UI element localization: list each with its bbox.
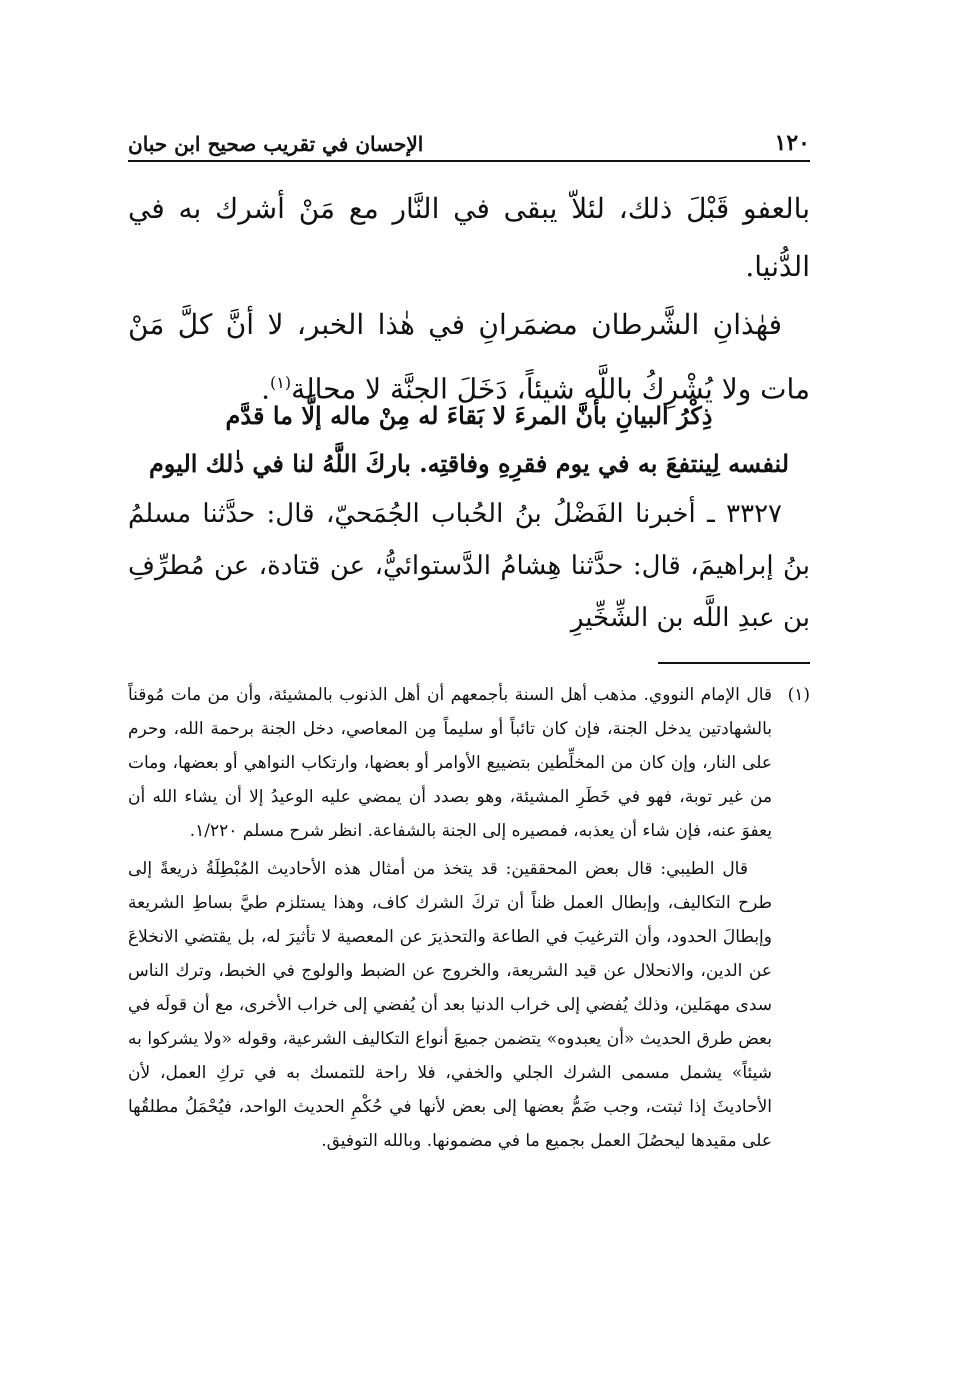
- header-rule: [128, 160, 810, 162]
- footnote-1-paragraph-1: قال الإمام النووي. مذهب أهل السنة بأجمعهم أن أهل الذنوب بالمشيئة، وأن من مات مُوقناً بالشهادتين يدخل الجنة، فإن كان تائباً أو سليماً مِن المعاصي، دخل الجنة برحمة الله، وحرم على النار، وإن كان من المخلِّطين بتضييع الأوامر أو بعضها، وارتكاب النواهي أو بعضها، ومات من غير توبة، فهو في خَطَرِ المشيئة، وهو بصدد أن يمضي عليه الوعيدُ إلا أن يشاء الله أن يعفوَ عنه، فإن شاء أن يعذبه، فمصيره إلى الجنة بالشفاعة. انظر شرح مسلم ١/٢٢٠.: [128, 685, 772, 841]
- main-line-1: بالعفو قَبْلَ ذلك، لئلاّ يبقى في النَّار مع مَنْ أشرك به في الدُّنيا.: [128, 192, 810, 283]
- footnote-reference: (١): [270, 373, 292, 392]
- page-header: [128, 118, 810, 156]
- main-text: [128, 180, 810, 418]
- section-heading-line-2: لنفسه لِينتفعَ به في يوم فقرِهِ وفاقتِه. باركَ اللَّهُ لنا في ذٰلك اليوم: [148, 449, 790, 478]
- running-title: الإحسان في تقريب صحيح ابن حبان: [128, 132, 424, 156]
- footnote-1-paragraph-2: قال الطيبي: قال بعض المحققين: قد يتخذ من أمثال هذه الأحاديث المُبْطِلَةُ ذريعةً إلى طرح التكاليف، وإبطال العمل ظناً أن تركَ الشرك كاف، وهذا يستلزم طيَّ بساطِ الشريعة وإبطالَ الحدود، وأن الترغيبَ في الطاعة والتحذيرَ عن المعصية لا تأثيرَ له، بل يقتضي الانخلاعَ عن الدين، والانحلال عن قيد الشريعة، والخروج عن الضبط والولوج في الخبط، وترك الناس سدى مهمَلين، وذلك يُفضي إلى خراب الدنيا بعد أن يُفضي إلى خراب الأخرى، مع أن قولَه في بعض طرق الحديث «أن يعبدوه» يتضمن جميعَ أنواع التكاليف الشرعية، وقوله «ولا يشركوا به شيئاً» يشمل مسمى الشرك الجلي والخفي، فلا راحة للتمسك به في تركِ العمل، لأن الأحاديثَ إذا ثبتت، وجب ضَمُّ بعضها إلى بعض لأنها في حُكْمِ الحديث الواحد، فيُحْمَلُ مطلقُها على مقيدها ليحصُلَ العمل بجميع ما في مضمونها. وبالله التوفيق.: [128, 859, 772, 1151]
- footnote-1: [128, 678, 810, 848]
- hadith-chain: ٣٣٢٧ ـ أخبرنا الفَضْلُ بنُ الحُباب الجُمَحيّ، قال: حدَّثنا مسلمُ بنُ إبراهيمَ، قال: حدَّثنا هِشامُ الدَّستوائيُّ، عن قتادة، عن مُطرِّفِ بن عبدِ اللَّه بن الشِّخِّيرِ: [128, 499, 810, 633]
- page-number: ١٢٠: [774, 130, 810, 156]
- footnote-marker: (١): [787, 685, 810, 705]
- main-paragraph-2-text: فهٰذانِ الشَّرطان مضمَرانِ في هٰذا الخبر، لا أنَّ كلَّ مَنْ مات ولا يُشْرِكُ باللَّه شيئاً، دَخَلَ الجنَّة لا محالة: [128, 308, 810, 406]
- footnote-rule: [658, 662, 810, 664]
- footnotes: [128, 678, 810, 1158]
- hadith-text: [128, 488, 810, 644]
- section-heading: [128, 392, 810, 488]
- section-heading-line-1: ذِكْرُ البيانِ بأنَّ المرءَ لا بَقاءَ له مِنْ ماله إلَّا ما قدَّم: [225, 401, 713, 430]
- main-paragraph-2-end: .: [261, 372, 271, 406]
